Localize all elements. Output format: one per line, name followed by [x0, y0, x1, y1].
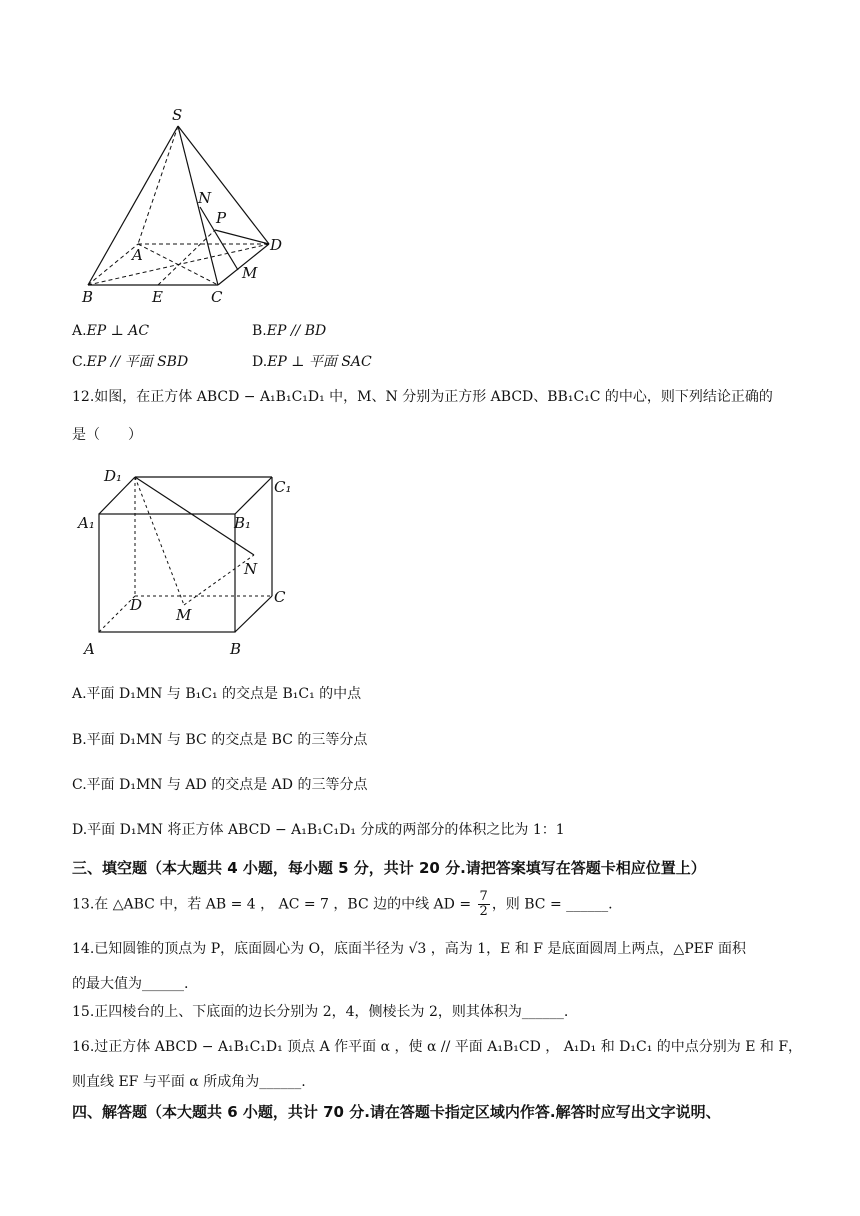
label-M: M — [242, 264, 258, 282]
section-4-heading: 四、解答题（本大题共 6 小题，共计 70 分.请在答题卡指定区域内作答.解答时应写出文字说明、 — [72, 1103, 721, 1121]
q12-option-a: A.平面 D₁MN 与 B₁C₁ 的交点是 B₁C₁ 的中点 — [72, 686, 362, 702]
q12-option-c: C.平面 D₁MN 与 AD 的交点是 AD 的三等分点 — [72, 777, 368, 793]
q11-option-b — [252, 323, 326, 339]
q13-before: 13.在 △ABC 中，若 AB = 4 ， AC = 7 ，BC 边的中线 AD = — [72, 896, 476, 913]
label-A: A — [84, 640, 95, 658]
fraction-numerator: 7 — [479, 889, 488, 904]
q13-after: ，则 BC = ______. — [491, 896, 613, 913]
cube-figure — [76, 460, 306, 660]
label-A: A — [132, 246, 143, 264]
label-B1: B₁ — [234, 514, 252, 532]
q11-option-d — [252, 351, 372, 371]
label-C: C — [274, 588, 286, 606]
q11-option-a — [72, 323, 149, 339]
q13-fraction — [478, 890, 490, 919]
q14-text-line2: 的最大值为______. — [72, 976, 189, 992]
label-D: D — [270, 236, 283, 254]
label-C1: C₁ — [274, 478, 292, 496]
q16-text-line1: 16.过正方体 ABCD − A₁B₁C₁D₁ 顶点 A 作平面 α ，使 α // 平面 A₁B₁CD ， A₁D₁ 和 D₁C₁ 的中点分别为 E 和 F， — [72, 1039, 803, 1055]
label-P: P — [216, 209, 227, 227]
option-text: EP // BD — [266, 323, 327, 339]
label-M: M — [176, 606, 192, 624]
q12-text-line2: 是（ ） — [72, 427, 142, 443]
option-text: EP // 平面 SBD — [86, 354, 189, 370]
option-text: EP ⊥ 平面 SAC — [267, 354, 372, 370]
label-D: D — [130, 596, 143, 614]
option-key: A. — [72, 323, 87, 339]
label-N: N — [198, 189, 212, 207]
label-D1: D₁ — [104, 467, 123, 485]
section-3-heading: 三、填空题（本大题共 4 小题，每小题 5 分，共计 20 分.请把答案填写在答题卡相应位置上） — [72, 859, 706, 877]
label-B: B — [82, 288, 94, 306]
pyramid-figure — [70, 100, 310, 310]
option-key: B. — [252, 323, 267, 339]
label-E: E — [152, 288, 163, 306]
q12-option-d: D.平面 D₁MN 将正方体 ABCD − A₁B₁C₁D₁ 分成的两部分的体积之比为 1：1 — [72, 822, 565, 838]
fraction-denominator: 2 — [479, 904, 488, 919]
q15-text: 15.正四棱台的上、下底面的边长分别为 2，4，侧棱长为 2，则其体积为______. — [72, 1004, 569, 1020]
label-N: N — [244, 560, 258, 578]
q12-option-b: B.平面 D₁MN 与 BC 的交点是 BC 的三等分点 — [72, 732, 368, 748]
label-C: C — [211, 288, 223, 306]
option-key: C. — [72, 354, 87, 370]
q11-option-c — [72, 351, 188, 371]
q16-text-line2: 则直线 EF 与平面 α 所成角为______. — [72, 1074, 306, 1090]
label-S: S — [172, 106, 183, 124]
label-A1: A₁ — [78, 514, 95, 532]
q13-text — [72, 890, 613, 919]
option-text: EP ⊥ AC — [86, 323, 150, 339]
q14-text-line1: 14.已知圆锥的顶点为 P，底面圆心为 O，底面半径为 √3 ，高为 1，E 和 F 是底面圆周上两点，△PEF 面积 — [72, 941, 747, 957]
q12-text-line1: 12.如图，在正方体 ABCD − A₁B₁C₁D₁ 中，M、N 分别为正方形 ABCD、BB₁C₁C 的中心，则下列结论正确的 — [72, 389, 773, 405]
option-key: D. — [252, 354, 268, 370]
label-B: B — [230, 640, 242, 658]
